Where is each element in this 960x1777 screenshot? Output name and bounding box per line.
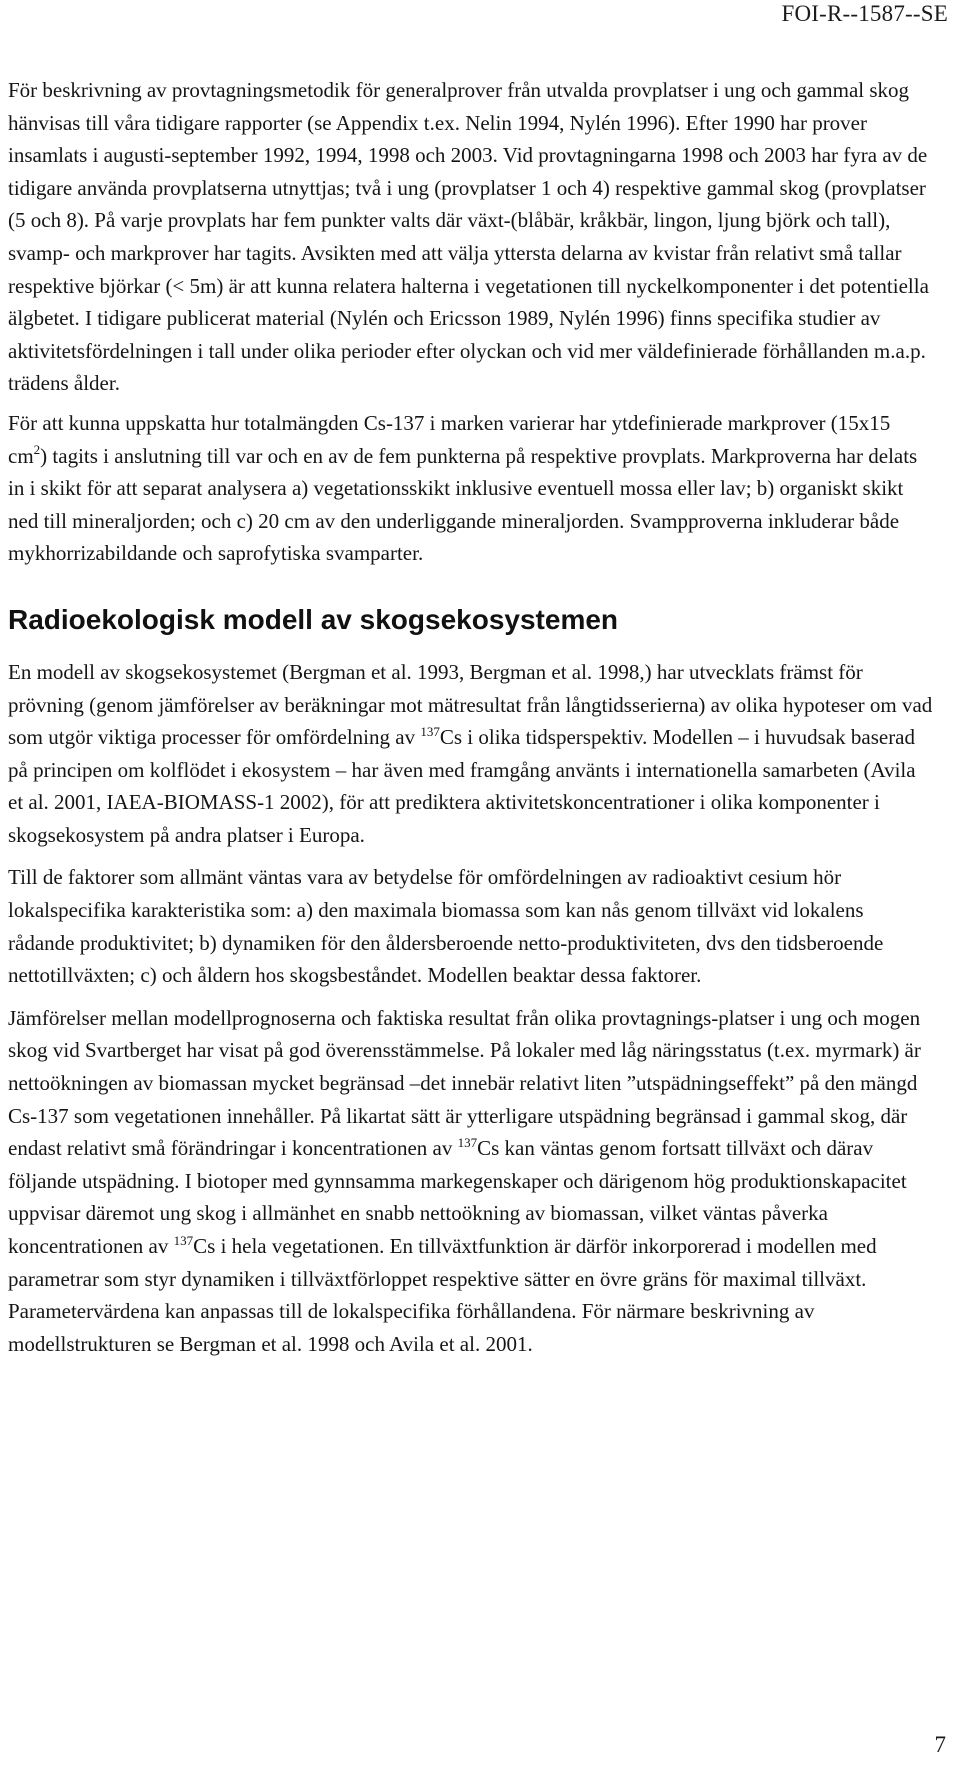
page-number: 7	[934, 1732, 946, 1757]
section-heading: Radioekologisk modell av skogsekosystemen	[8, 603, 619, 635]
page-body	[8, 74, 933, 1360]
document-reference: FOI-R--1587--SE	[781, 1, 948, 26]
paragraph-model-intro: En modell av skogsekosystemet (Bergman et al. 1993, Bergman et al. 1998,) har utvecklats främst för prövning (genom jämförelser av beräkningar mot mätresultat från långtidsserierna) av olika hypoteser om vad som utgör viktiga processer för omfördelning av $^{137}$Cs i olika tidsperspektiv. Modellen – i huvudsak baserad på principen om kolflödet i ekosystem – har även med framgång använts i internationella samarbeten (Avila et al. 2001, IAEA-BIOMASS-1 2002), för att prediktera aktivitetskoncentrationer i olika komponenter i skogsekosystem på andra platser i Europa.	[8, 659, 933, 847]
paragraph-sampling-method: För beskrivning av provtagningsmetodik för generalprover från utvalda provplatser i ung och gammal skog hänvisas till våra tidigare rapporter (se Appendix t.ex. Nelin 1994, Nylén 1996). Efter 1990 har prover insamlats i augusti-september 1992, 1994, 1998 och 2003. Vid provtagningarna 1998 och 2003 har fyra av de tidigare använda provplatserna utnyttjas; två i ung (provplatser 1 och 4) respektive gammal skog (provplatser (5 och 8). På varje provplats har fem punkter valts där växt-(blåbär, kråkbär, lingon, ljung björk och tall), svamp- och markprover har tagits. Avsikten med att välja yttersta delarna av kvistar från relativt små tallar respektive björkar (< 5m) är att kunna relatera halterna i vegetationen till nyckelkomponenter i det potentiella älgbetet. I tidigare publicerat material (Nylén och Ericsson 1989, Nylén 1996) finns specifika studier av aktivitetsfördelningen i tall under olika perioder efter olyckan och vid mer väldefinierade förhållanden m.a.p. trädens ålder.	[8, 78, 929, 396]
paragraph-comparisons: Jämförelser mellan modellprognoserna och faktiska resultat från olika provtagnings-platser i ung och mogen skog vid Svartberget har visat på god överensstämmelse. På lokaler med låg näringsstatus (t.ex. myrmark) är nettoökningen av biomassan mycket begränsad –det innebär relativt liten ”utspädningseffekt” på den mängd Cs-137 som vegetationen innehåller. På likartat sätt är ytterligare utspädning begränsad i gammal skog, där endast relativt små förändringar i koncentrationen av $^{137}$Cs kan väntas genom fortsatt tillväxt och därav följande utspädning. I biotoper med gynnsamma markegenskaper och därigenom hög produktionskapacitet uppvisar däremot ung skog i allmänhet en snabb nettoökning av biomassan, vilket väntas påverka koncentrationen av $^{137}$Cs i hela vegetationen. En tillväxtfunktion är därför inkorporerad i modellen med parametrar som styr dynamiken i tillväxtförloppet respektive sätter en övre gräns för maximal tillväxt. Parametervärdena kan anpassas till de lokalspecifika förhållandena. För närmare beskrivning av modellstrukturen se Bergman et al. 1998 och Avila et al. 2001.	[8, 1005, 921, 1356]
paragraph-soil-samples: För att kunna uppskatta hur totalmängden Cs-137 i marken varierar har ytdefinierade markprover (15x15 $cm^2$) tagits i anslutning till var och en av de fem punkterna på respektive provplats. Markproverna har delats in i skikt för att separat analysera a) vegetationsskikt inklusive eventuell mossa eller lav; b) organiskt skikt ned till mineraljorden; och c) 20 cm av den underliggande mineraljorden. Svampproverna inkluderar både mykhorrizabildande och saprofytiska svamparter.	[8, 410, 918, 566]
paragraph-factors: Till de faktorer som allmänt väntas vara av betydelse för omfördelningen av radioaktivt cesium hör lokalspecifika karakteristika som: a) den maximala biomassa som kan nås genom tillväxt vid lokalens rådande produktivitet; b) dynamiken för den åldersberoende netto-produktiviteten, dvs den tidsberoende nettotillväxten; c) och åldern hos skogsbeståndet. Modellen beaktar dessa faktorer.	[8, 865, 884, 988]
